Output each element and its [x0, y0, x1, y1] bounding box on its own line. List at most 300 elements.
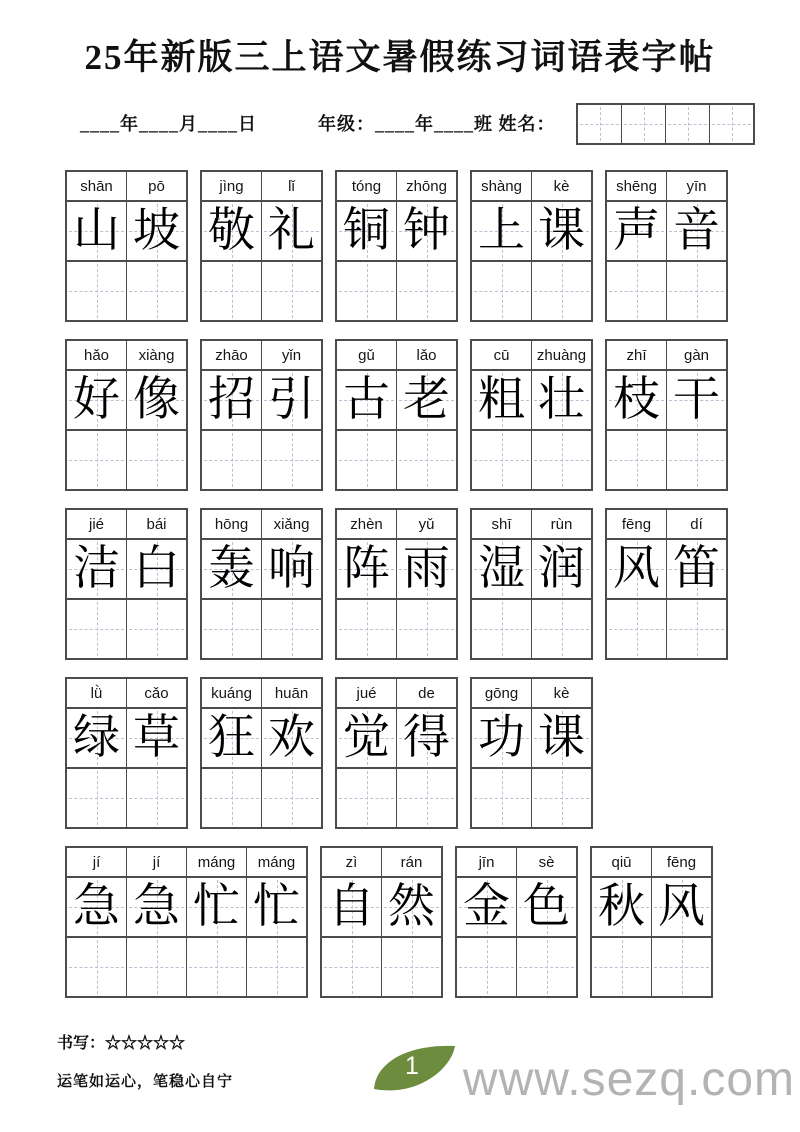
practice-cell	[202, 600, 261, 658]
practice-cell	[126, 431, 186, 489]
pinyin-cell: qiū	[611, 853, 632, 871]
character-row	[67, 371, 186, 429]
page-number: 1	[405, 1052, 419, 1080]
practice-row	[67, 598, 186, 658]
character-cell	[666, 202, 726, 260]
pinyin-cell: shān	[80, 177, 113, 195]
pinyin-cell: gǔ	[358, 346, 375, 364]
practice-cell	[531, 262, 591, 320]
character-cell	[666, 540, 726, 598]
character-cell	[457, 878, 516, 936]
character-cell	[261, 709, 321, 767]
practice-cell	[651, 938, 711, 996]
character-glyph: 急	[133, 881, 180, 933]
pinyin-cell: cū	[493, 346, 510, 364]
character-cell	[126, 202, 186, 260]
pinyin-cell: rán	[381, 848, 441, 876]
word-block	[200, 339, 323, 491]
name-grid-cell	[709, 105, 753, 143]
practice-cell	[592, 938, 651, 996]
practice-row	[337, 429, 456, 489]
character-row	[67, 540, 186, 598]
character-cell	[261, 540, 321, 598]
pinyin-row	[472, 341, 591, 371]
character-cell	[126, 371, 186, 429]
pinyin-row	[607, 341, 726, 371]
character-glyph: 狂	[208, 712, 255, 764]
character-row	[202, 202, 321, 260]
character-glyph: 忙	[253, 881, 300, 933]
practice-cell	[396, 600, 456, 658]
character-glyph: 敬	[208, 205, 255, 257]
word-block	[605, 339, 728, 491]
character-glyph: 老	[403, 374, 450, 426]
practice-row	[202, 429, 321, 489]
character-row	[322, 878, 441, 936]
character-glyph: 洁	[73, 543, 120, 595]
practice-row	[202, 260, 321, 320]
character-cell	[337, 540, 396, 598]
practice-row	[457, 936, 576, 996]
character-glyph: 响	[268, 543, 315, 595]
pinyin-row	[592, 848, 711, 878]
character-glyph: 轰	[208, 543, 255, 595]
character-cell	[202, 202, 261, 260]
pinyin-row	[337, 510, 456, 540]
word-row	[65, 846, 765, 998]
character-glyph: 壮	[538, 374, 585, 426]
character-cell	[396, 540, 456, 598]
practice-cell	[337, 262, 396, 320]
pinyin-cell: cǎo	[126, 679, 186, 707]
character-glyph: 秋	[598, 881, 645, 933]
practice-cell	[666, 600, 726, 658]
practice-row	[337, 598, 456, 658]
character-glyph: 觉	[343, 712, 390, 764]
character-cell	[531, 709, 591, 767]
practice-row	[337, 767, 456, 827]
character-row	[202, 709, 321, 767]
pinyin-cell: hōng	[214, 515, 249, 533]
practice-row	[472, 598, 591, 658]
character-glyph: 铜	[343, 205, 390, 257]
character-cell	[531, 202, 591, 260]
pinyin-row	[202, 679, 321, 709]
character-cell	[261, 202, 321, 260]
character-cell	[67, 202, 126, 260]
practice-row	[592, 936, 711, 996]
pinyin-cell: xiàng	[126, 341, 186, 369]
character-glyph: 礼	[268, 205, 315, 257]
character-cell	[381, 878, 441, 936]
character-cell	[202, 709, 261, 767]
pinyin-row	[322, 848, 441, 878]
pinyin-row	[607, 172, 726, 202]
practice-cell	[126, 938, 186, 996]
character-glyph: 好	[73, 374, 120, 426]
word-block	[335, 170, 458, 322]
character-cell	[67, 540, 126, 598]
practice-row	[67, 936, 306, 996]
character-row	[607, 202, 726, 260]
character-row	[67, 709, 186, 767]
character-row	[337, 202, 456, 260]
pinyin-row	[472, 510, 591, 540]
practice-cell	[396, 769, 456, 827]
practice-cell	[126, 769, 186, 827]
practice-cell	[337, 600, 396, 658]
character-cell	[396, 709, 456, 767]
pinyin-cell: fēng	[651, 848, 711, 876]
character-cell	[126, 709, 186, 767]
pinyin-row	[202, 510, 321, 540]
word-block	[65, 339, 188, 491]
character-cell	[337, 371, 396, 429]
pinyin-cell: dí	[666, 510, 726, 538]
practice-cell	[472, 262, 531, 320]
pinyin-cell: de	[396, 679, 456, 707]
character-glyph: 课	[538, 712, 585, 764]
practice-cell	[381, 938, 441, 996]
word-block	[65, 677, 188, 829]
practice-row	[337, 260, 456, 320]
pinyin-row	[67, 172, 186, 202]
character-cell	[246, 878, 306, 936]
character-glyph: 笛	[673, 543, 720, 595]
pinyin-cell: máng	[186, 848, 246, 876]
pinyin-cell: shàng	[481, 177, 522, 195]
word-block	[65, 846, 308, 998]
word-row	[65, 339, 765, 491]
pinyin-row	[337, 679, 456, 709]
practice-cell	[531, 431, 591, 489]
pinyin-row	[67, 510, 186, 540]
practice-cell	[457, 938, 516, 996]
word-block	[200, 677, 323, 829]
character-glyph: 忙	[193, 881, 240, 933]
pinyin-cell: jié	[88, 515, 104, 533]
pinyin-cell: fēng	[621, 515, 652, 533]
pinyin-cell: gàn	[666, 341, 726, 369]
footer-motto: 运笔如运心，笔稳心自宁	[57, 1074, 234, 1090]
practice-row	[607, 429, 726, 489]
word-block	[470, 677, 593, 829]
practice-cell	[607, 431, 666, 489]
practice-cell	[396, 431, 456, 489]
character-row	[202, 540, 321, 598]
character-glyph: 课	[538, 205, 585, 257]
pinyin-cell: rùn	[531, 510, 591, 538]
practice-row	[67, 260, 186, 320]
practice-cell	[607, 600, 666, 658]
practice-cell	[67, 431, 126, 489]
pinyin-cell: yīn	[666, 172, 726, 200]
practice-cell	[472, 769, 531, 827]
character-cell	[396, 202, 456, 260]
character-glyph: 功	[478, 712, 525, 764]
character-cell	[261, 371, 321, 429]
character-glyph: 山	[73, 205, 120, 257]
word-block	[200, 170, 323, 322]
character-glyph: 雨	[403, 543, 450, 595]
word-block	[335, 677, 458, 829]
character-glyph: 古	[343, 374, 390, 426]
practice-cell	[67, 769, 126, 827]
character-cell	[202, 540, 261, 598]
character-cell	[607, 371, 666, 429]
word-block	[470, 508, 593, 660]
practice-cell	[516, 938, 576, 996]
character-cell	[186, 878, 246, 936]
pinyin-cell: jí	[126, 848, 186, 876]
practice-cell	[666, 431, 726, 489]
character-row	[472, 709, 591, 767]
pinyin-cell: zhōng	[396, 172, 456, 200]
character-glyph: 自	[328, 881, 375, 933]
character-cell	[337, 709, 396, 767]
character-cell	[337, 202, 396, 260]
pinyin-cell: zì	[345, 853, 358, 871]
character-glyph: 引	[268, 374, 315, 426]
practice-row	[607, 598, 726, 658]
practice-cell	[67, 600, 126, 658]
word-row	[65, 508, 765, 660]
pinyin-cell: zhī	[626, 346, 647, 364]
pinyin-cell: jí	[92, 853, 101, 871]
pinyin-row	[457, 848, 576, 878]
pinyin-cell: kuáng	[211, 684, 252, 702]
name-grid-cell	[578, 105, 621, 143]
word-block	[200, 508, 323, 660]
practice-cell	[126, 262, 186, 320]
pinyin-cell: yǐn	[261, 341, 321, 369]
character-glyph: 风	[658, 881, 705, 933]
pinyin-cell: sè	[516, 848, 576, 876]
character-glyph: 金	[463, 881, 510, 933]
character-row	[472, 202, 591, 260]
character-glyph: 然	[388, 881, 435, 933]
character-cell	[322, 878, 381, 936]
word-block	[470, 339, 593, 491]
practice-cell	[126, 600, 186, 658]
character-glyph: 欢	[268, 712, 315, 764]
pinyin-cell: shī	[491, 515, 512, 533]
character-row	[202, 371, 321, 429]
pinyin-cell: lǐ	[261, 172, 321, 200]
word-block	[335, 339, 458, 491]
word-block	[320, 846, 443, 998]
character-cell	[396, 371, 456, 429]
character-cell	[531, 540, 591, 598]
pinyin-cell: zhèn	[350, 515, 383, 533]
character-cell	[607, 202, 666, 260]
practice-cell	[261, 600, 321, 658]
character-glyph: 招	[208, 374, 255, 426]
practice-cell	[67, 262, 126, 320]
word-block	[605, 508, 728, 660]
practice-row	[322, 936, 441, 996]
practice-cell	[261, 431, 321, 489]
practice-cell	[531, 769, 591, 827]
pinyin-cell: jìng	[219, 177, 244, 195]
practice-cell	[472, 600, 531, 658]
character-glyph: 色	[523, 881, 570, 933]
pinyin-row	[337, 172, 456, 202]
practice-cell	[396, 262, 456, 320]
pinyin-cell: kè	[531, 679, 591, 707]
character-cell	[67, 709, 126, 767]
character-glyph: 得	[403, 712, 450, 764]
practice-cell	[261, 769, 321, 827]
page-number-leaf	[372, 1040, 458, 1096]
character-glyph: 阵	[343, 543, 390, 595]
practice-cell	[337, 769, 396, 827]
character-glyph: 湿	[478, 543, 525, 595]
pinyin-cell: kè	[531, 172, 591, 200]
character-row	[457, 878, 576, 936]
practice-cell	[246, 938, 306, 996]
pinyin-cell: jué	[356, 684, 377, 702]
practice-cell	[202, 769, 261, 827]
word-block	[605, 170, 728, 322]
pinyin-row	[202, 341, 321, 371]
pinyin-row	[337, 341, 456, 371]
character-row	[337, 540, 456, 598]
pinyin-cell: tóng	[351, 177, 382, 195]
character-cell	[472, 202, 531, 260]
word-block	[590, 846, 713, 998]
pinyin-row	[472, 172, 591, 202]
character-row	[472, 371, 591, 429]
character-cell	[516, 878, 576, 936]
name-writing-grid	[576, 103, 755, 145]
name-grid-cell	[621, 105, 665, 143]
practice-cell	[607, 262, 666, 320]
character-glyph: 草	[133, 712, 180, 764]
character-cell	[531, 371, 591, 429]
pinyin-cell: máng	[246, 848, 306, 876]
word-block	[65, 508, 188, 660]
character-cell	[651, 878, 711, 936]
word-grid-area	[65, 170, 765, 1015]
character-glyph: 白	[133, 543, 180, 595]
pinyin-row	[472, 679, 591, 709]
practice-row	[67, 429, 186, 489]
practice-row	[472, 767, 591, 827]
character-glyph: 粗	[478, 374, 525, 426]
character-cell	[472, 540, 531, 598]
character-glyph: 绿	[73, 712, 120, 764]
practice-cell	[531, 600, 591, 658]
pinyin-row	[607, 510, 726, 540]
character-cell	[126, 540, 186, 598]
watermark: www.sezq.com	[462, 1053, 795, 1106]
character-row	[337, 371, 456, 429]
character-glyph: 干	[673, 374, 720, 426]
character-cell	[472, 371, 531, 429]
practice-row	[202, 598, 321, 658]
character-row	[67, 202, 186, 260]
character-glyph: 急	[73, 881, 120, 933]
pinyin-row	[67, 341, 186, 371]
practice-cell	[261, 262, 321, 320]
word-row	[65, 677, 765, 829]
practice-row	[67, 767, 186, 827]
character-cell	[592, 878, 651, 936]
character-glyph: 润	[538, 543, 585, 595]
practice-row	[472, 429, 591, 489]
pinyin-cell: gōng	[484, 684, 519, 702]
word-block	[455, 846, 578, 998]
practice-cell	[202, 262, 261, 320]
date-blanks: ____年____月____日	[80, 114, 257, 134]
page-title: 25年新版三上语文暑假练习词语表字帖	[84, 38, 716, 77]
practice-cell	[666, 262, 726, 320]
pinyin-cell: xiǎng	[261, 510, 321, 538]
pinyin-cell: yǔ	[396, 510, 456, 538]
pinyin-cell: bái	[126, 510, 186, 538]
character-cell	[67, 878, 126, 936]
practice-cell	[472, 431, 531, 489]
character-cell	[472, 709, 531, 767]
character-glyph: 音	[673, 205, 720, 257]
practice-cell	[67, 938, 126, 996]
character-row	[592, 878, 711, 936]
character-glyph: 声	[613, 205, 660, 257]
pinyin-cell: hǎo	[83, 346, 110, 364]
pinyin-cell: jīn	[478, 853, 495, 871]
character-cell	[666, 371, 726, 429]
character-cell	[607, 540, 666, 598]
word-block	[470, 170, 593, 322]
character-row	[472, 540, 591, 598]
character-cell	[202, 371, 261, 429]
character-glyph: 上	[478, 205, 525, 257]
character-row	[607, 540, 726, 598]
character-row	[67, 878, 306, 936]
word-block	[65, 170, 188, 322]
pinyin-row	[67, 679, 186, 709]
practice-cell	[322, 938, 381, 996]
pinyin-cell: lǎo	[396, 341, 456, 369]
character-glyph: 风	[613, 543, 660, 595]
pinyin-cell: huān	[261, 679, 321, 707]
pinyin-row	[67, 848, 306, 878]
practice-cell	[186, 938, 246, 996]
character-cell	[67, 371, 126, 429]
grade-name-blanks: 年级：____年____班 姓名：	[318, 114, 556, 134]
character-glyph: 坡	[133, 205, 180, 257]
name-grid-cell	[665, 105, 709, 143]
character-row	[337, 709, 456, 767]
word-block	[335, 508, 458, 660]
practice-row	[472, 260, 591, 320]
word-row	[65, 170, 765, 322]
character-glyph: 钟	[403, 205, 450, 257]
pinyin-cell: zhuàng	[531, 341, 591, 369]
practice-cell	[337, 431, 396, 489]
character-cell	[126, 878, 186, 936]
character-glyph: 枝	[613, 374, 660, 426]
pinyin-cell: shēng	[616, 177, 657, 195]
pinyin-cell: zhāo	[215, 346, 248, 364]
practice-row	[202, 767, 321, 827]
pinyin-cell: pō	[126, 172, 186, 200]
practice-row	[607, 260, 726, 320]
practice-cell	[202, 431, 261, 489]
handwriting-rating-stars: 书写：☆☆☆☆☆	[57, 1035, 186, 1052]
pinyin-cell: lǜ	[90, 684, 103, 702]
